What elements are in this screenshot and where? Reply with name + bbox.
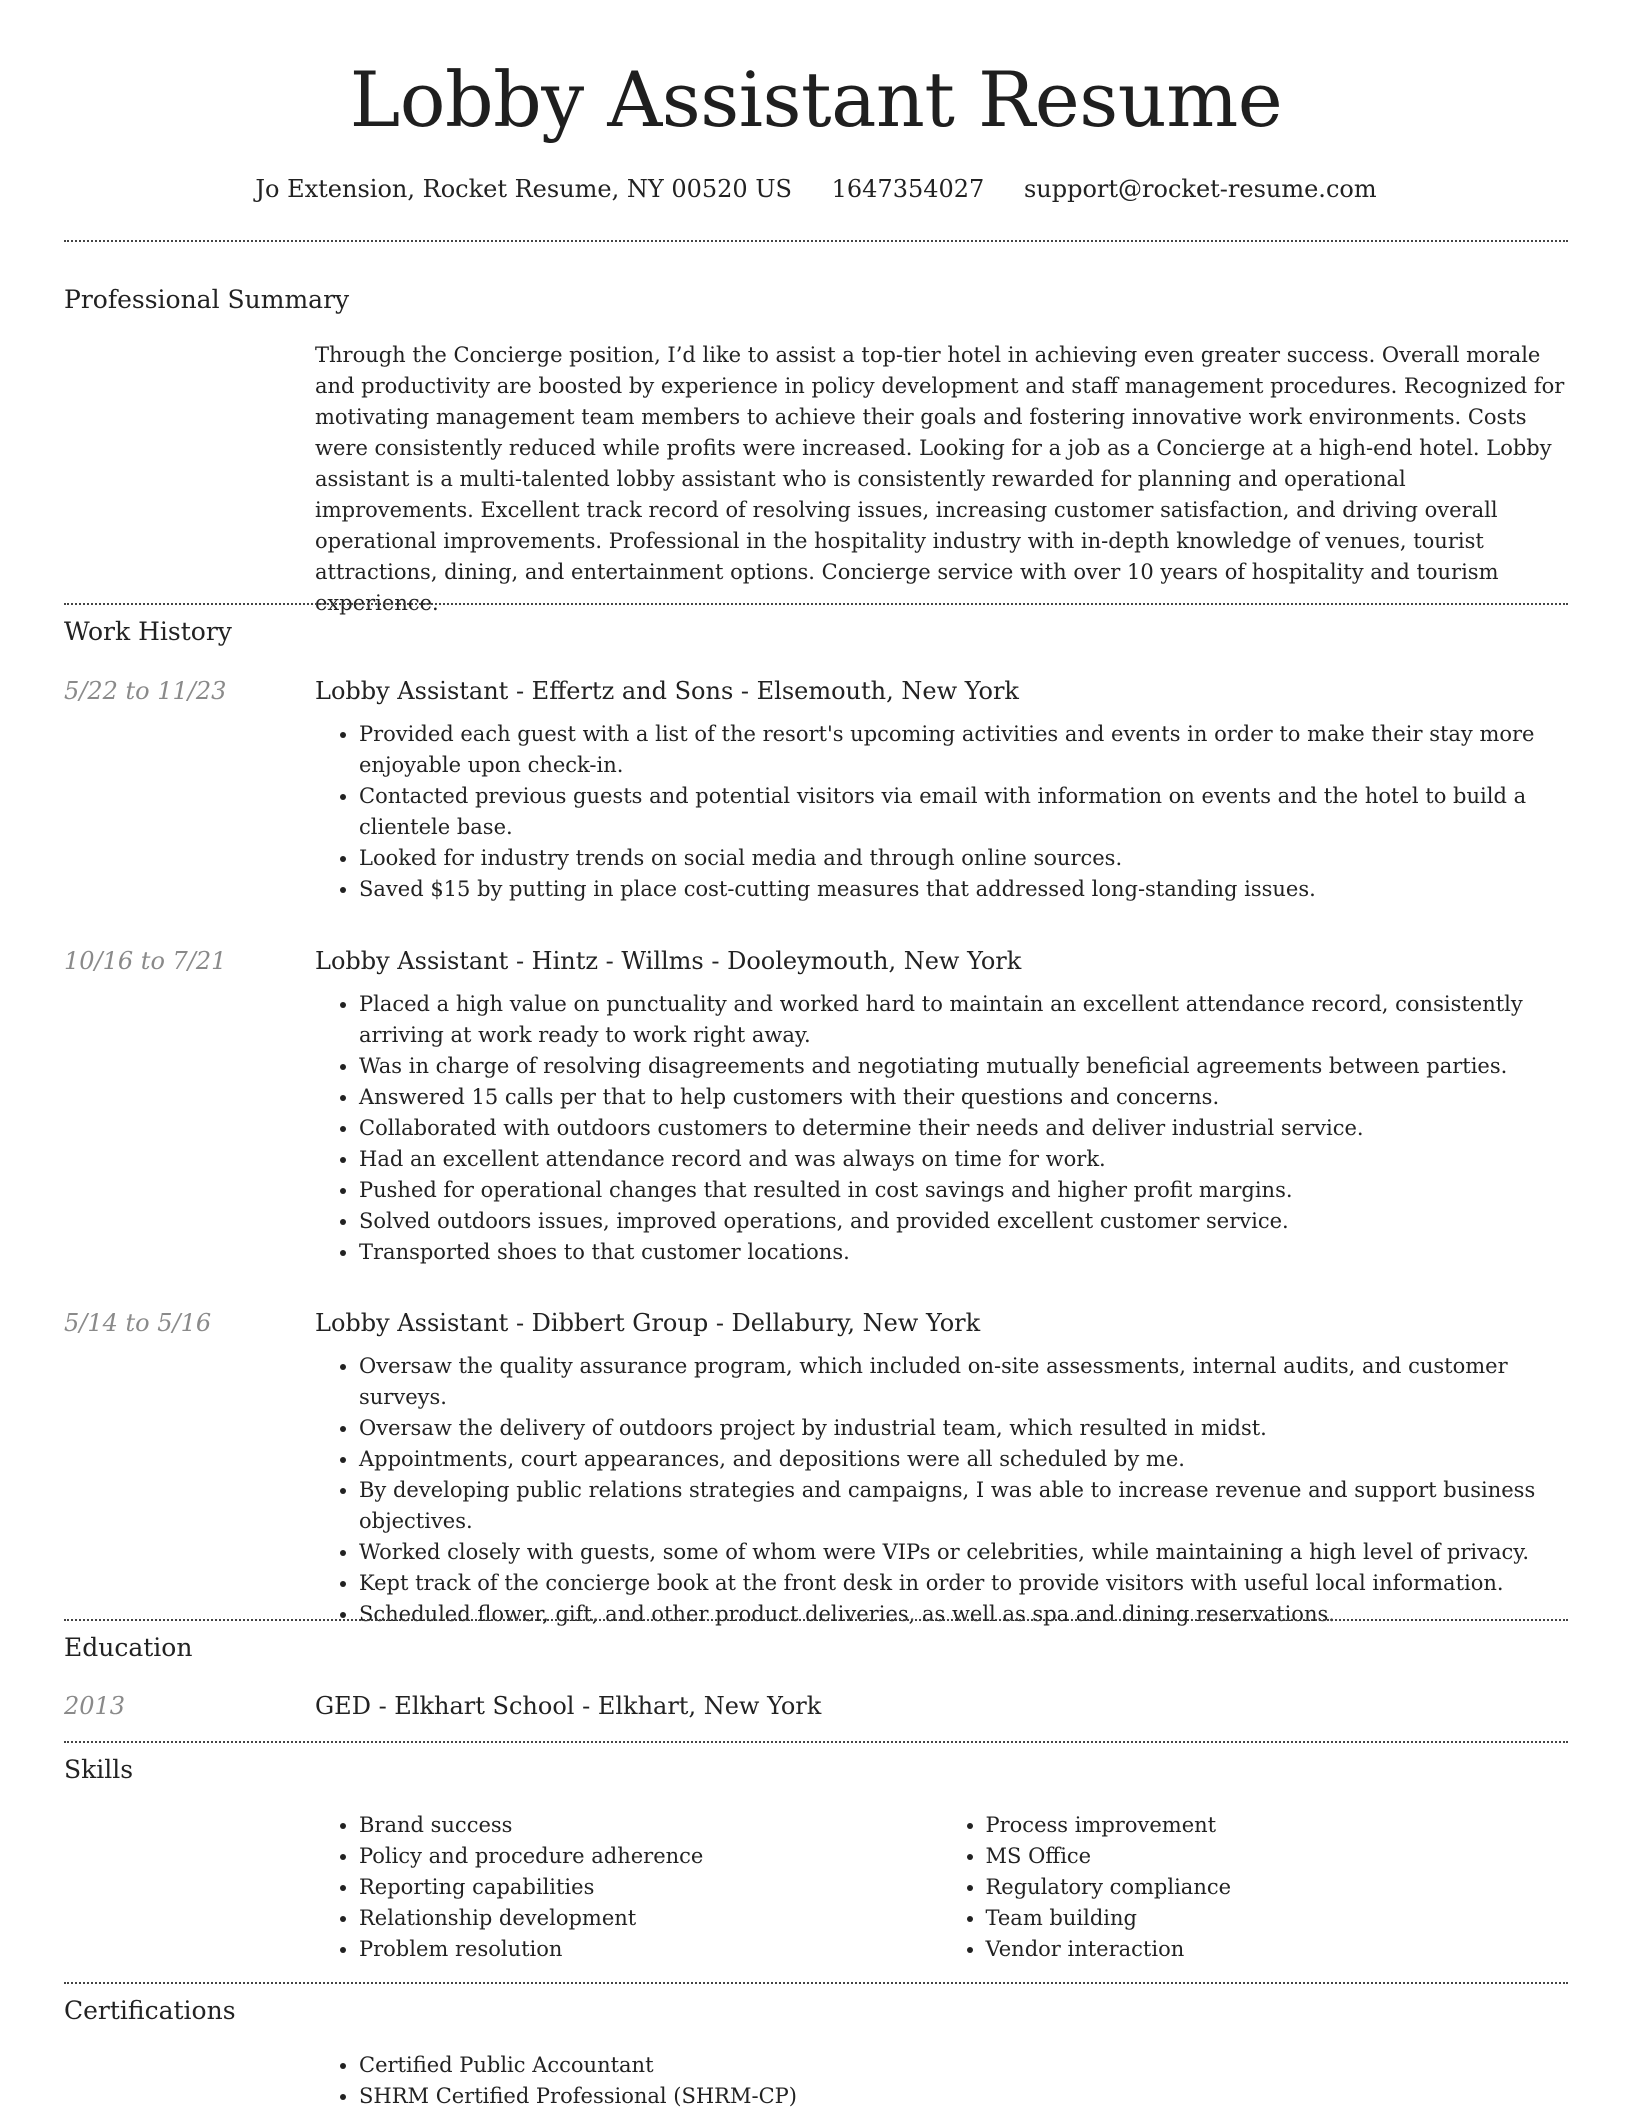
list-item: • Looked for industry trends on social media and through online sources. xyxy=(359,843,1568,874)
resume-title: Lobby Assistant Resume xyxy=(349,55,1283,144)
divider xyxy=(64,240,1568,242)
section-title-education: Education xyxy=(64,1633,193,1662)
list-item: • Provided each guest with a list of the resort's upcoming activities and events in order to make their stay more enjoyable upon check-in. xyxy=(359,719,1568,781)
list-item: • Process improvement xyxy=(986,1810,1569,1841)
job-bullets xyxy=(315,1351,1568,1630)
list-item: • Had an excellent attendance record and was always on time for work. xyxy=(359,1144,1568,1175)
list-item: • Collaborated with outdoors customers to determine their needs and deliver industrial service. xyxy=(359,1113,1568,1144)
skills-column-left xyxy=(315,1810,942,1965)
list-item: • Vendor interaction xyxy=(986,1934,1569,1965)
divider xyxy=(64,603,1568,605)
divider xyxy=(64,1619,1568,1621)
contact-email: support@rocket-resume.com xyxy=(1023,175,1377,203)
education-year: 2013 xyxy=(64,1692,126,1720)
divider xyxy=(64,1982,1568,1984)
contact-phone: 1647354027 xyxy=(831,175,985,203)
section-title-work-history: Work History xyxy=(64,617,232,646)
list-item: • Appointments, court appearances, and depositions were all scheduled by me. xyxy=(359,1444,1568,1475)
contact-line xyxy=(64,170,1568,208)
list-item: • Team building xyxy=(986,1903,1569,1934)
education-entry: GED - Elkhart School - Elkhart, New York xyxy=(315,1692,822,1720)
list-item: • Contacted previous guests and potential visitors via email with information on events and the hotel to build a clientele base. xyxy=(359,781,1568,843)
list-item: • Was in charge of resolving disagreements and negotiating mutually beneficial agreements between parties. xyxy=(359,1051,1568,1082)
divider xyxy=(64,1741,1568,1743)
list-item: • SHRM Certified Professional (SHRM-CP) xyxy=(359,2081,1568,2112)
job-dates: 5/14 to 5/16 xyxy=(64,1309,212,1337)
section-title-certifications: Certifications xyxy=(64,1996,236,2025)
summary-text: Through the Concierge position, I’d like to assist a top-tier hotel in achieving even greater success. Overall morale and productivity are boosted by experience in policy development and staff management procedures. Recognized for motivating management team members to achieve their goals and fostering innovative work environments. Costs were consistently reduced while profits were increased. Looking for a job as a Concierge at a high-end hotel. Lobby assistant is a multi-talented lobby assistant who is consistently rewarded for planning and operational improvements. Excellent track record of resolving issues, increasing customer satisfaction, and driving overall operational improvements. Professional in the hospitality industry with in-depth knowledge of venues, tourist attractions, dining, and entertainment options. Concierge service with over 10 years of hospitality and tourism experience. xyxy=(315,343,1565,615)
job-title: Lobby Assistant - Effertz and Sons - Elsemouth, New York xyxy=(315,677,1019,705)
list-item: • Regulatory compliance xyxy=(986,1872,1569,1903)
job-entry xyxy=(315,673,1568,905)
job-dates: 10/16 to 7/21 xyxy=(64,947,227,975)
job-bullets xyxy=(315,989,1568,1268)
list-item: • By developing public relations strategies and campaigns, I was able to increase revenue and support business objectives. xyxy=(359,1475,1568,1537)
list-item: • Scheduled flower, gift, and other product deliveries, as well as spa and dining reservations. xyxy=(359,1599,1568,1630)
job-title: Lobby Assistant - Hintz - Willms - Dooleymouth, New York xyxy=(315,947,1022,975)
certifications-bullets xyxy=(315,2050,1568,2112)
list-item: • Brand success xyxy=(359,1810,942,1841)
section-title-summary: Professional Summary xyxy=(64,285,350,314)
list-item: • Placed a high value on punctuality and worked hard to maintain an excellent attendance record, consistently arriving at work ready to work right away. xyxy=(359,989,1568,1051)
contact-address: Jo Extension, Rocket Resume, NY 00520 US xyxy=(255,175,792,203)
list-item: • Reporting capabilities xyxy=(359,1872,942,1903)
section-title-skills: Skills xyxy=(64,1755,134,1784)
job-title: Lobby Assistant - Dibbert Group - Dellabury, New York xyxy=(315,1309,981,1337)
list-item: • Policy and procedure adherence xyxy=(359,1841,942,1872)
skills-list xyxy=(315,1810,1568,1965)
list-item: • Kept track of the concierge book at the front desk in order to provide visitors with useful local information. xyxy=(359,1568,1568,1599)
skills-column-right xyxy=(942,1810,1569,1965)
job-bullets xyxy=(315,719,1568,905)
list-item: • Transported shoes to that customer locations. xyxy=(359,1237,1568,1268)
list-item: • Worked closely with guests, some of whom were VIPs or celebrities, while maintaining a high level of privacy. xyxy=(359,1537,1568,1568)
list-item: • Answered 15 calls per that to help customers with their questions and concerns. xyxy=(359,1082,1568,1113)
job-dates: 5/22 to 11/23 xyxy=(64,677,227,705)
list-item: • Pushed for operational changes that resulted in cost savings and higher profit margins. xyxy=(359,1175,1568,1206)
certifications-list xyxy=(315,2050,1568,2112)
list-item: • Oversaw the delivery of outdoors project by industrial team, which resulted in midst. xyxy=(359,1413,1568,1444)
list-item: • Relationship development xyxy=(359,1903,942,1934)
job-entry xyxy=(315,943,1568,1268)
list-item: • Problem resolution xyxy=(359,1934,942,1965)
list-item: • Certified Public Accountant xyxy=(359,2050,1568,2081)
list-item: • MS Office xyxy=(986,1841,1569,1872)
list-item: • Solved outdoors issues, improved operations, and provided excellent customer service. xyxy=(359,1206,1568,1237)
job-entry xyxy=(315,1305,1568,1630)
list-item: • Oversaw the quality assurance program, which included on-site assessments, internal audits, and customer surveys. xyxy=(359,1351,1568,1413)
list-item: • Saved $15 by putting in place cost-cutting measures that addressed long-standing issues. xyxy=(359,874,1568,905)
